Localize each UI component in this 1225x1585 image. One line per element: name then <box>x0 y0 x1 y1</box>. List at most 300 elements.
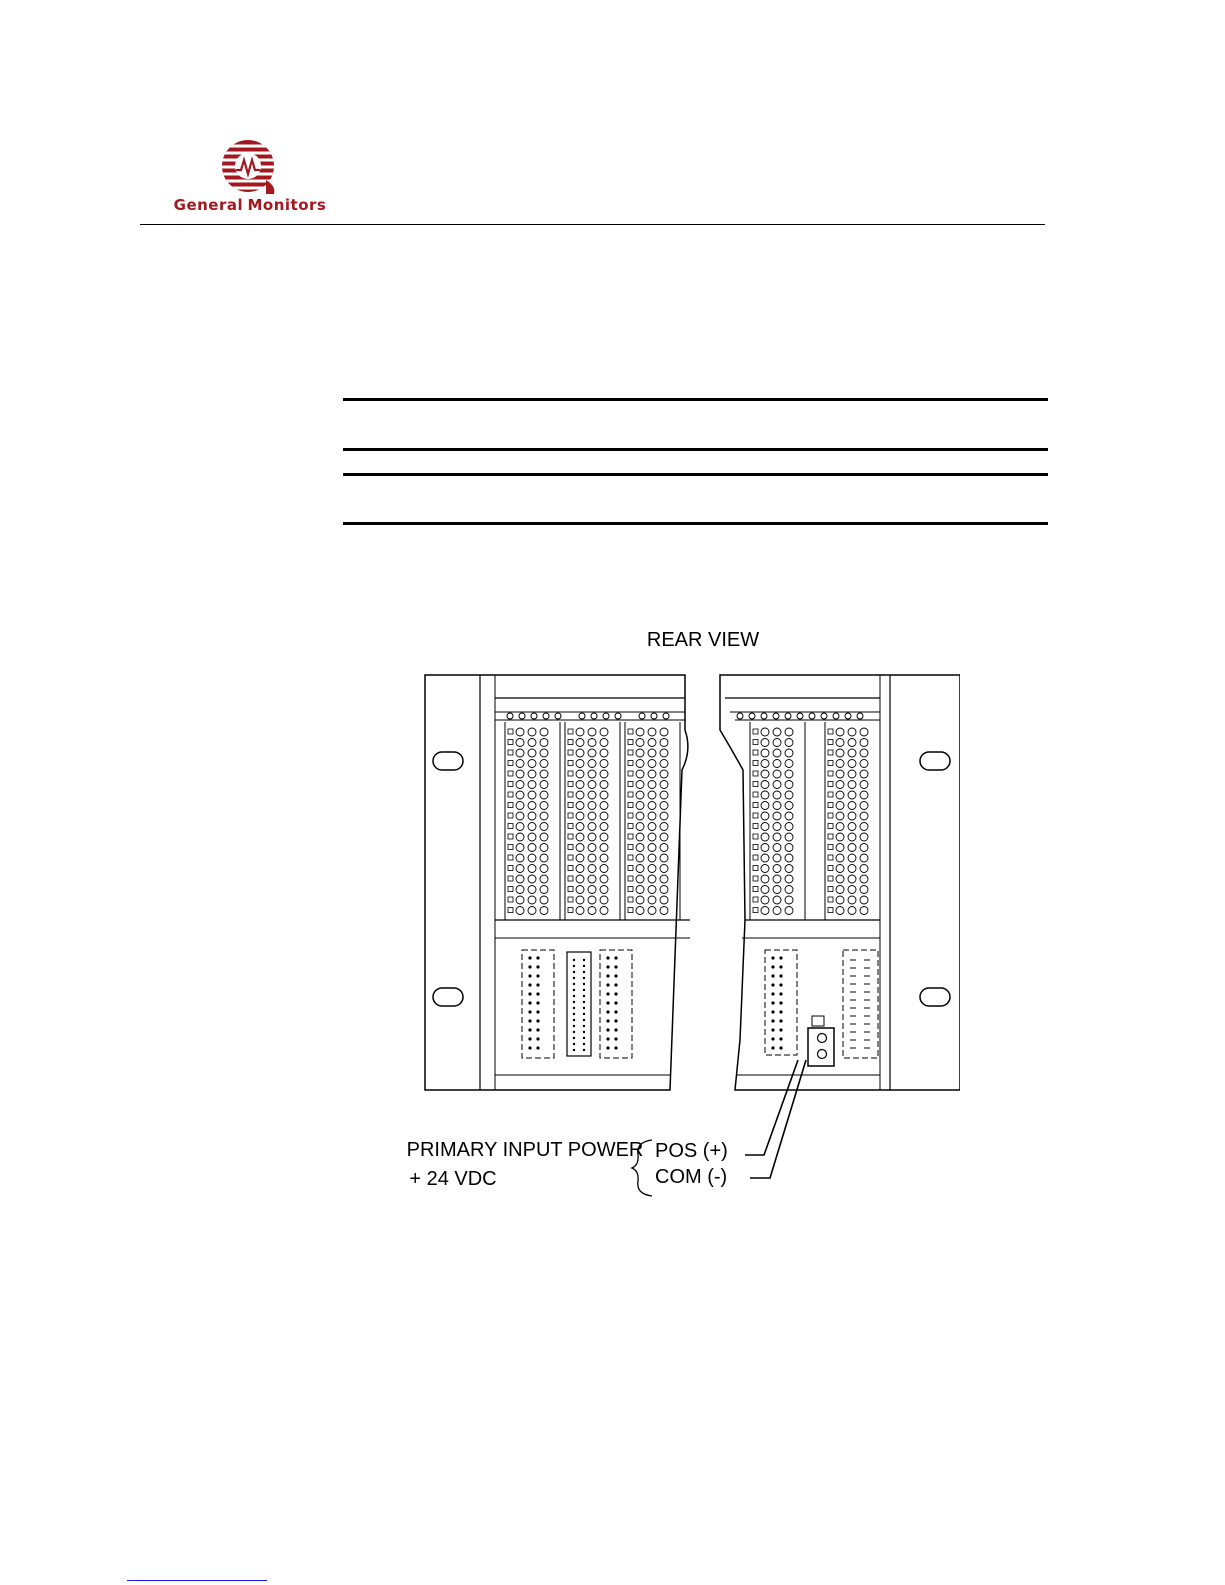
terminal-screw <box>600 896 608 904</box>
terminal-screw <box>600 791 608 799</box>
terminal-screw <box>636 886 644 894</box>
ribbon-pin <box>573 1001 575 1003</box>
terminal-square <box>828 887 833 892</box>
terminal-screw <box>600 802 608 810</box>
terminal-square <box>628 824 633 829</box>
ribbon-pin <box>573 1031 575 1033</box>
terminal-screw <box>836 833 844 841</box>
terminal-square <box>508 866 513 871</box>
terminal-screw <box>785 865 793 873</box>
terminal-screw <box>860 791 868 799</box>
terminal-square <box>628 908 633 913</box>
power-terminal-screw <box>818 1034 827 1043</box>
terminal-screw <box>860 844 868 852</box>
header-rule <box>140 224 1045 225</box>
terminal-screw <box>761 739 769 747</box>
connector-pin <box>606 983 609 986</box>
connector-pin <box>614 1046 617 1049</box>
terminal-screw <box>648 781 656 789</box>
connector-pin <box>536 1046 539 1049</box>
ribbon-pin <box>583 965 585 967</box>
terminal-screw <box>773 875 781 883</box>
terminal-screw <box>588 844 596 852</box>
connector-pin <box>779 956 782 959</box>
terminal-screw <box>836 781 844 789</box>
terminal-screw <box>761 749 769 757</box>
connector-pin <box>614 992 617 995</box>
connector-pin <box>536 992 539 995</box>
terminal-screw <box>785 886 793 894</box>
terminal-screw <box>860 739 868 747</box>
terminal-screw <box>761 823 769 831</box>
terminal-screw <box>860 760 868 768</box>
terminal-screw <box>603 713 609 719</box>
terminal-screw <box>785 749 793 757</box>
terminal-screw <box>516 781 524 789</box>
terminal-square <box>508 813 513 818</box>
connector-pin <box>771 1037 774 1040</box>
terminal-screw <box>591 713 597 719</box>
terminal-screw <box>528 739 536 747</box>
terminal-screw <box>785 833 793 841</box>
terminal-square <box>628 855 633 860</box>
connector-pin <box>606 974 609 977</box>
terminal-screw <box>576 791 584 799</box>
terminal-square <box>753 813 758 818</box>
footer-link-underline[interactable] <box>127 1580 267 1581</box>
terminal-screw <box>516 812 524 820</box>
terminal-screw <box>636 791 644 799</box>
terminal-screw <box>639 713 645 719</box>
terminal-screw <box>528 770 536 778</box>
ribbon-pin <box>583 971 585 973</box>
terminal-square <box>568 771 573 776</box>
terminal-screw <box>836 728 844 736</box>
connector-pin <box>536 1028 539 1031</box>
connector-pin <box>536 1010 539 1013</box>
rule-top-2 <box>343 448 1048 451</box>
connector-pin <box>614 983 617 986</box>
terminal-screw <box>540 896 548 904</box>
connector-pin <box>614 956 617 959</box>
terminal-screw <box>660 886 668 894</box>
terminal-screw <box>540 781 548 789</box>
terminal-screw <box>540 865 548 873</box>
terminal-screw <box>773 791 781 799</box>
terminal-screw <box>821 713 827 719</box>
terminal-screw <box>848 739 856 747</box>
ribbon-pin <box>583 1013 585 1015</box>
terminal-screw <box>528 854 536 862</box>
terminal-screw <box>528 907 536 915</box>
terminal-screw <box>773 844 781 852</box>
terminal-screw <box>848 802 856 810</box>
terminal-screw <box>785 844 793 852</box>
terminal-screw <box>600 865 608 873</box>
terminal-square <box>568 908 573 913</box>
connector-pin <box>779 992 782 995</box>
terminal-screw <box>588 770 596 778</box>
terminal-screw <box>737 713 743 719</box>
ribbon-pin <box>583 1019 585 1021</box>
terminal-screw <box>785 875 793 883</box>
terminal-screw <box>761 886 769 894</box>
connector-pin <box>614 1037 617 1040</box>
terminal-screw <box>773 770 781 778</box>
terminal-screw <box>833 713 839 719</box>
terminal-screw <box>773 749 781 757</box>
terminal-screw <box>540 728 548 736</box>
terminal-square <box>828 855 833 860</box>
right-rack-frame <box>720 675 960 1090</box>
connector-pin <box>779 965 782 968</box>
connector-pin <box>606 1019 609 1022</box>
terminal-screw <box>660 770 668 778</box>
terminal-square <box>628 845 633 850</box>
connector-pin <box>771 956 774 959</box>
terminal-screw <box>773 854 781 862</box>
connector-box <box>843 950 878 1058</box>
terminal-screw <box>660 802 668 810</box>
terminal-screw <box>836 844 844 852</box>
terminal-screw <box>519 713 525 719</box>
terminal-screw <box>773 823 781 831</box>
connector-pin <box>614 974 617 977</box>
terminal-screw <box>845 713 851 719</box>
terminal-screw <box>579 713 585 719</box>
terminal-screw <box>660 749 668 757</box>
terminal-screw <box>576 875 584 883</box>
terminal-screw <box>761 907 769 915</box>
terminal-square <box>508 771 513 776</box>
terminal-screw <box>773 781 781 789</box>
terminal-screw <box>648 854 656 862</box>
terminal-square <box>568 824 573 829</box>
terminal-screw <box>848 760 856 768</box>
terminal-screw <box>761 791 769 799</box>
terminal-screw <box>600 886 608 894</box>
terminal-screw <box>588 728 596 736</box>
terminal-screw <box>540 770 548 778</box>
terminal-screw <box>761 770 769 778</box>
terminal-screw <box>576 896 584 904</box>
terminal-screw <box>773 760 781 768</box>
terminal-screw <box>588 749 596 757</box>
terminal-screw <box>576 886 584 894</box>
terminal-square <box>753 740 758 745</box>
terminal-screw <box>785 728 793 736</box>
mounting-slot <box>433 988 463 1006</box>
terminal-screw <box>785 713 791 719</box>
terminal-square <box>568 761 573 766</box>
terminal-screw <box>860 907 868 915</box>
connector-pin <box>779 1046 782 1049</box>
terminal-screw <box>576 833 584 841</box>
terminal-screw <box>761 760 769 768</box>
terminal-screw <box>761 865 769 873</box>
terminal-screw <box>588 854 596 862</box>
terminal-screw <box>600 907 608 915</box>
terminal-screw <box>576 749 584 757</box>
terminal-screw <box>648 760 656 768</box>
ribbon-pin <box>583 983 585 985</box>
terminal-square <box>753 855 758 860</box>
ribbon-pin <box>583 1031 585 1033</box>
terminal-square <box>828 908 833 913</box>
connector-pin <box>771 1046 774 1049</box>
terminal-screw <box>836 823 844 831</box>
terminal-screw <box>860 728 868 736</box>
terminal-screw <box>761 728 769 736</box>
terminal-screw <box>836 886 844 894</box>
terminal-screw <box>836 749 844 757</box>
terminal-screw <box>636 833 644 841</box>
terminal-screw <box>600 833 608 841</box>
terminal-screw <box>848 875 856 883</box>
connector-pin <box>536 1037 539 1040</box>
connector-pin <box>779 1028 782 1031</box>
connector-pin <box>528 974 531 977</box>
terminal-square <box>508 824 513 829</box>
connector-pin <box>771 1028 774 1031</box>
terminal-square <box>828 845 833 850</box>
ribbon-pin <box>573 977 575 979</box>
terminal-screw <box>540 749 548 757</box>
terminal-screw <box>785 812 793 820</box>
terminal-screw <box>660 760 668 768</box>
terminal-square <box>508 761 513 766</box>
terminal-screw <box>588 823 596 831</box>
terminal-square <box>628 750 633 755</box>
ribbon-pin <box>583 989 585 991</box>
terminal-square <box>828 824 833 829</box>
terminal-square <box>828 813 833 818</box>
rule-bottom-1 <box>343 473 1048 476</box>
terminal-square <box>568 782 573 787</box>
connector-pin <box>779 1019 782 1022</box>
terminal-screw <box>528 728 536 736</box>
connector-pin <box>771 992 774 995</box>
terminal-square <box>628 887 633 892</box>
terminal-screw <box>785 854 793 862</box>
terminal-screw <box>531 713 537 719</box>
terminal-screw <box>540 907 548 915</box>
terminal-screw <box>860 802 868 810</box>
mounting-slot <box>920 988 950 1006</box>
ribbon-pin <box>573 1025 575 1027</box>
terminal-square <box>628 897 633 902</box>
terminal-screw <box>600 739 608 747</box>
connector-pin <box>771 974 774 977</box>
connector-pin <box>528 1001 531 1004</box>
terminal-square <box>568 813 573 818</box>
terminal-screw <box>848 907 856 915</box>
terminal-screw <box>648 907 656 915</box>
terminal-square <box>828 897 833 902</box>
terminal-square <box>568 866 573 871</box>
terminal-square <box>628 792 633 797</box>
terminal-screw <box>576 854 584 862</box>
terminal-screw <box>528 812 536 820</box>
terminal-screw <box>576 781 584 789</box>
terminal-square <box>753 761 758 766</box>
ribbon-pin <box>573 1043 575 1045</box>
terminal-screw <box>785 802 793 810</box>
ribbon-pin <box>583 1037 585 1039</box>
com-wire <box>750 1060 806 1178</box>
terminal-screw <box>848 844 856 852</box>
terminal-square <box>568 855 573 860</box>
terminal-square <box>508 887 513 892</box>
terminal-screw <box>540 739 548 747</box>
terminal-screw <box>636 770 644 778</box>
rule-bottom-2 <box>343 522 1048 525</box>
power-label-line2: + 24 VDC <box>409 1168 497 1190</box>
connector-pin <box>606 956 609 959</box>
terminal-screw <box>660 875 668 883</box>
terminal-screw <box>660 823 668 831</box>
connector-pin <box>606 1001 609 1004</box>
terminal-screw <box>516 886 524 894</box>
terminal-screw <box>588 875 596 883</box>
terminal-screw <box>660 781 668 789</box>
terminal-screw <box>528 844 536 852</box>
terminal-screw <box>528 833 536 841</box>
terminal-square <box>568 792 573 797</box>
mounting-slot <box>433 752 463 770</box>
terminal-blocks <box>505 713 880 1051</box>
terminal-screw <box>848 833 856 841</box>
terminal-screw <box>648 896 656 904</box>
terminal-screw <box>660 865 668 873</box>
terminal-screw <box>773 728 781 736</box>
terminal-square <box>508 782 513 787</box>
terminal-square <box>828 803 833 808</box>
pos-label: POS (+) <box>655 1140 728 1162</box>
terminal-screw <box>648 739 656 747</box>
terminal-screw <box>576 865 584 873</box>
terminal-screw <box>576 728 584 736</box>
terminal-screw <box>660 728 668 736</box>
terminal-screw <box>588 739 596 747</box>
terminal-screw <box>528 791 536 799</box>
ribbon-connector <box>567 952 591 1056</box>
connector-pin <box>536 1001 539 1004</box>
terminal-screw <box>615 713 621 719</box>
terminal-screw <box>588 865 596 873</box>
terminal-screw <box>785 770 793 778</box>
terminal-screw <box>648 865 656 873</box>
terminal-screw <box>636 781 644 789</box>
terminal-square <box>628 771 633 776</box>
connector-pin <box>771 1019 774 1022</box>
terminal-square <box>628 813 633 818</box>
ribbon-pin <box>583 1001 585 1003</box>
terminal-screw <box>528 823 536 831</box>
terminal-screw <box>773 812 781 820</box>
terminal-square <box>753 792 758 797</box>
terminal-screw <box>761 844 769 852</box>
terminal-screw <box>528 781 536 789</box>
terminal-square <box>628 866 633 871</box>
terminal-screw <box>860 833 868 841</box>
terminal-screw <box>648 812 656 820</box>
logo-text: General Monitors <box>173 196 327 214</box>
terminal-square <box>828 792 833 797</box>
terminal-square <box>628 782 633 787</box>
terminal-screw <box>860 865 868 873</box>
terminal-square <box>828 729 833 734</box>
terminal-screw <box>540 823 548 831</box>
terminal-screw <box>516 865 524 873</box>
terminal-screw <box>516 770 524 778</box>
ribbon-pin <box>573 989 575 991</box>
terminal-screw <box>773 739 781 747</box>
terminal-square <box>628 729 633 734</box>
ribbon-pin <box>573 971 575 973</box>
terminal-screw <box>540 875 548 883</box>
connector-pin <box>528 956 531 959</box>
rule-top-1 <box>343 398 1048 401</box>
terminal-screw <box>576 802 584 810</box>
terminal-screw <box>636 875 644 883</box>
terminal-screw <box>516 844 524 852</box>
terminal-screw <box>848 886 856 894</box>
terminal-screw <box>648 728 656 736</box>
terminal-square <box>508 729 513 734</box>
connector-pin <box>771 1001 774 1004</box>
terminal-screw <box>600 781 608 789</box>
terminal-square <box>568 750 573 755</box>
connector-pin <box>606 1028 609 1031</box>
terminal-screw <box>660 907 668 915</box>
terminal-square <box>828 750 833 755</box>
terminal-square <box>753 750 758 755</box>
terminal-screw <box>588 833 596 841</box>
terminal-screw <box>576 844 584 852</box>
figure-title: REAR VIEW <box>646 629 760 651</box>
rack-drawing <box>360 620 960 1210</box>
ribbon-pin <box>583 977 585 979</box>
connector-pin <box>779 974 782 977</box>
terminal-screw <box>600 760 608 768</box>
terminal-screw <box>836 770 844 778</box>
connector-pin <box>606 1010 609 1013</box>
connector-pin <box>771 965 774 968</box>
connector-pin <box>614 1019 617 1022</box>
terminal-screw <box>636 844 644 852</box>
ribbon-pin <box>583 1049 585 1051</box>
terminal-screw <box>648 875 656 883</box>
terminal-square <box>753 897 758 902</box>
ribbon-pin <box>573 983 575 985</box>
terminal-screw <box>516 749 524 757</box>
terminal-square <box>508 876 513 881</box>
terminal-screw <box>588 886 596 894</box>
connector-pin <box>528 983 531 986</box>
connector-pin <box>528 965 531 968</box>
terminal-screw <box>660 896 668 904</box>
terminal-screw <box>600 875 608 883</box>
terminal-screw <box>543 713 549 719</box>
terminal-screw <box>528 865 536 873</box>
left-rack-frame <box>425 675 688 1090</box>
terminal-screw <box>588 802 596 810</box>
terminal-square <box>753 887 758 892</box>
terminal-screw <box>848 728 856 736</box>
terminal-screw <box>761 854 769 862</box>
ribbon-pin <box>583 995 585 997</box>
